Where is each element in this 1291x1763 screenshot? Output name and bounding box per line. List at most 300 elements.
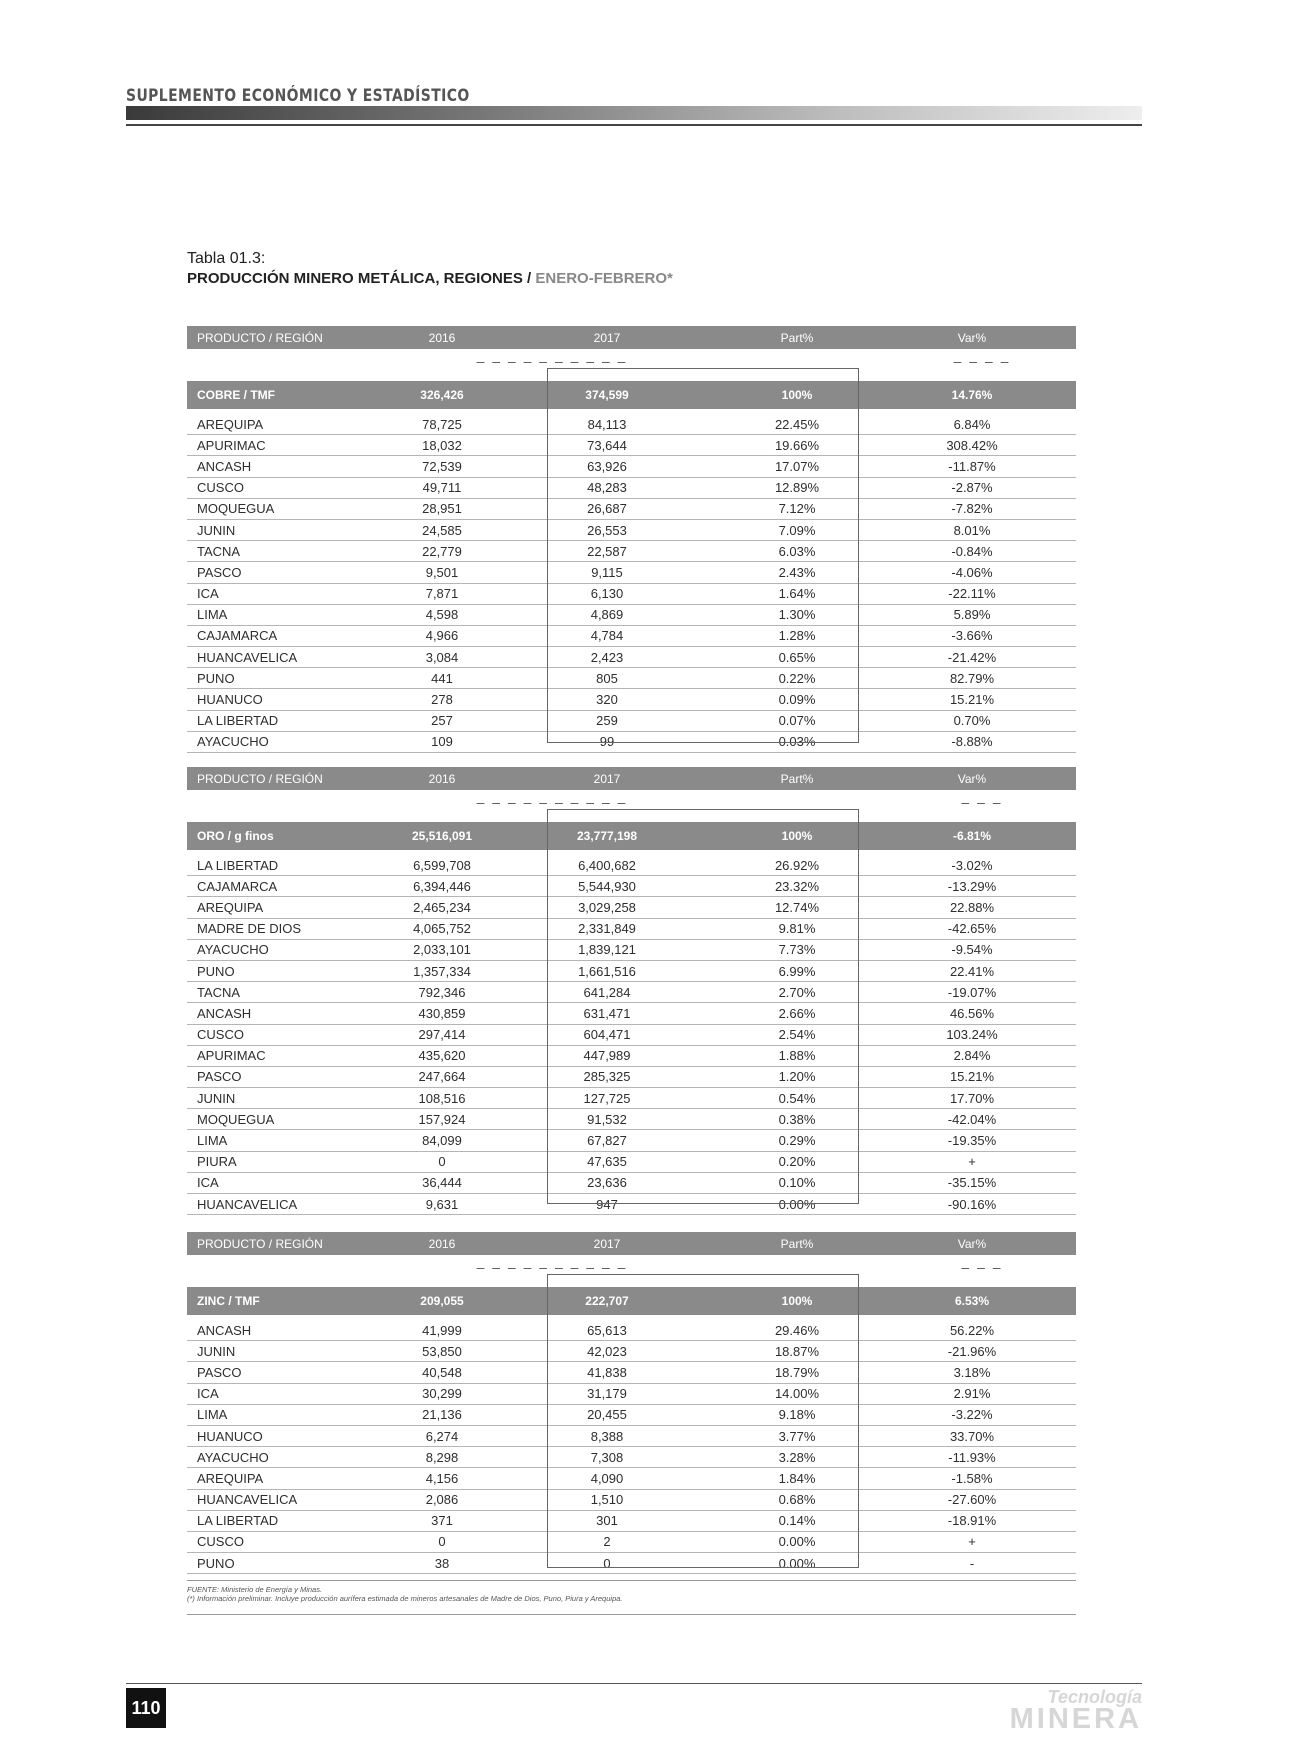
dashes-2017: – – – – – – – – – – [476, 353, 628, 369]
region-name: MADRE DE DIOS [197, 921, 302, 937]
value-2016: 2,465,234 [413, 899, 471, 915]
value-var: -3.66% [951, 628, 993, 644]
page-number: 110 [126, 1688, 166, 1728]
value-part: 3.77% [778, 1428, 816, 1444]
value-var: 22.41% [949, 963, 995, 979]
value-2016: 2,033,101 [413, 942, 471, 958]
table-row [187, 1003, 1076, 1024]
value-part: 0.03% [778, 734, 816, 750]
value-2017: 301 [596, 1513, 618, 1529]
footnotes-bottom-rule [187, 1614, 1076, 1615]
section-zinc [187, 1232, 1076, 1574]
col-header-2016: 2016 [428, 1236, 456, 1251]
region-name: ICA [197, 586, 219, 602]
table-row [187, 711, 1076, 732]
value-part: 1.84% [778, 1470, 816, 1486]
value-2016: 0 [438, 1154, 446, 1170]
table-row [187, 1025, 1076, 1046]
value-2016: 41,999 [422, 1322, 462, 1338]
total-2016: 326,426 [420, 388, 464, 402]
value-2017: 2,331,849 [578, 921, 636, 937]
value-2016: 0 [438, 1534, 446, 1550]
region-name: ANCASH [197, 1005, 252, 1021]
table-row [187, 919, 1076, 940]
total-var: -6.81% [952, 829, 992, 843]
section-oro [187, 767, 1076, 1215]
value-2017: 41,838 [587, 1364, 627, 1380]
table-row [187, 562, 1076, 583]
value-var: 46.56% [949, 1005, 995, 1021]
value-2016: 38 [434, 1555, 450, 1571]
value-2016: 4,966 [425, 628, 459, 644]
value-var: -4.06% [951, 564, 993, 580]
product-total-row [187, 822, 1076, 850]
value-part: 26.92% [774, 857, 820, 873]
value-var: 15.21% [949, 692, 995, 708]
region-name: AREQUIPA [197, 899, 264, 915]
value-2016: 108,516 [418, 1090, 466, 1106]
value-var: -3.02% [951, 857, 993, 873]
value-2016: 6,599,708 [413, 857, 471, 873]
value-part: 2.54% [778, 1027, 816, 1043]
region-name: PASCO [197, 1069, 242, 1085]
region-name: LA LIBERTAD [197, 713, 279, 729]
value-var: 22.88% [949, 899, 995, 915]
value-var: -18.91% [947, 1513, 997, 1529]
table-row [187, 1405, 1076, 1426]
value-2017: 259 [596, 713, 618, 729]
table-row [187, 1067, 1076, 1088]
value-var: 2.91% [953, 1386, 991, 1402]
value-2017: 320 [596, 692, 618, 708]
value-part: 9.81% [778, 921, 816, 937]
region-name: MOQUEGUA [197, 1111, 275, 1127]
table-row [187, 1490, 1076, 1511]
value-part: 12.74% [774, 899, 820, 915]
value-2017: 2,423 [590, 649, 624, 665]
value-2016: 40,548 [422, 1364, 462, 1380]
value-part: 0.38% [778, 1111, 816, 1127]
table-row [187, 647, 1076, 668]
value-var: 2.84% [953, 1048, 991, 1064]
table-subtitle-main: PRODUCCIÓN MINERO METÁLICA, REGIONES / [187, 270, 536, 287]
product-total-row [187, 1287, 1076, 1315]
region-name: HUANCAVELICA [197, 649, 298, 665]
product-label: COBRE / TMF [197, 388, 275, 402]
footer-rule [126, 1683, 1142, 1684]
value-var: -19.07% [947, 984, 997, 1000]
value-2017: 5,544,930 [578, 878, 636, 894]
value-2017: 4,090 [590, 1470, 624, 1486]
value-2016: 8,298 [425, 1449, 459, 1465]
column-header-row [187, 767, 1076, 790]
total-2017: 374,599 [585, 388, 629, 402]
table-row [187, 456, 1076, 477]
value-2017: 26,553 [587, 522, 627, 538]
product-total-row [187, 381, 1076, 409]
region-name: CUSCO [197, 1027, 244, 1043]
value-var: -21.42% [947, 649, 997, 665]
publication-logo [977, 1687, 1142, 1735]
value-2016: 4,156 [425, 1470, 459, 1486]
value-part: 14.00% [774, 1386, 820, 1402]
value-part: 7.12% [778, 501, 816, 517]
value-var: 17.70% [949, 1090, 995, 1106]
value-2016: 278 [431, 692, 453, 708]
region-name: HUANUCO [197, 1428, 263, 1444]
dash-separator [187, 1255, 1076, 1287]
total-part: 100% [781, 1294, 813, 1308]
value-2017: 604,471 [583, 1027, 631, 1043]
value-part: 0.29% [778, 1133, 816, 1149]
region-name: LA LIBERTAD [197, 1513, 279, 1529]
region-name: CAJAMARCA [197, 878, 278, 894]
region-name: LIMA [197, 1407, 228, 1423]
col-header-2017: 2017 [593, 330, 621, 345]
value-2017: 3,029,258 [578, 899, 636, 915]
region-name: HUANUCO [197, 692, 263, 708]
value-part: 2.70% [778, 984, 816, 1000]
value-2017: 285,325 [583, 1069, 631, 1085]
region-name: AREQUIPA [197, 416, 264, 432]
value-var: 33.70% [949, 1428, 995, 1444]
product-label: ZINC / TMF [197, 1294, 260, 1308]
col-header-product: PRODUCTO / REGIÓN [197, 771, 323, 786]
value-part: 12.89% [774, 480, 820, 496]
col-header-var: Var% [957, 771, 987, 786]
value-part: 1.64% [778, 586, 816, 602]
value-2017: 631,471 [583, 1005, 631, 1021]
value-2017: 6,400,682 [578, 857, 636, 873]
value-2016: 6,274 [425, 1428, 459, 1444]
region-name: AYACUCHO [197, 1449, 269, 1465]
value-part: 0.68% [778, 1492, 816, 1508]
table-row [187, 478, 1076, 499]
value-part: 1.20% [778, 1069, 816, 1085]
value-2017: 4,784 [590, 628, 624, 644]
dash-separator [187, 349, 1076, 381]
value-var: 6.84% [953, 416, 991, 432]
col-header-2016: 2016 [428, 330, 456, 345]
value-2016: 84,099 [422, 1133, 462, 1149]
dash-separator [187, 790, 1076, 822]
col-header-product: PRODUCTO / REGIÓN [197, 330, 323, 345]
table-subtitle [187, 270, 673, 287]
value-part: 9.18% [778, 1407, 816, 1423]
region-name: MOQUEGUA [197, 501, 275, 517]
value-part: 0.00% [778, 1555, 816, 1571]
value-part: 1.28% [778, 628, 816, 644]
value-part: 18.79% [774, 1364, 820, 1380]
table-row [187, 499, 1076, 520]
table-row [187, 1152, 1076, 1173]
value-2017: 26,687 [587, 501, 627, 517]
table-row [187, 1109, 1076, 1130]
value-2017: 91,532 [587, 1111, 627, 1127]
total-part: 100% [781, 388, 813, 402]
value-part: 1.88% [778, 1048, 816, 1064]
table-row [187, 1532, 1076, 1553]
value-2017: 0 [603, 1555, 611, 1571]
region-name: APURIMAC [197, 437, 266, 453]
value-part: 19.66% [774, 437, 820, 453]
col-header-2016: 2016 [428, 771, 456, 786]
footnotes [187, 1585, 1076, 1603]
region-name: ANCASH [197, 1322, 252, 1338]
table-row [187, 1426, 1076, 1447]
table-row [187, 584, 1076, 605]
value-var: + [968, 1154, 976, 1170]
table-row [187, 855, 1076, 876]
total-2016: 25,516,091 [411, 829, 473, 843]
value-2017: 447,989 [583, 1048, 631, 1064]
value-2016: 6,394,446 [413, 878, 471, 894]
region-name: ANCASH [197, 458, 252, 474]
col-header-var: Var% [957, 330, 987, 345]
value-2017: 9,115 [591, 564, 623, 580]
value-2017: 4,869 [590, 607, 624, 623]
value-part: 3.28% [778, 1449, 816, 1465]
table-row [187, 541, 1076, 562]
logo-line-1: Tecnología [1047, 1687, 1142, 1707]
value-part: 18.87% [774, 1343, 820, 1359]
col-header-part: Part% [780, 330, 814, 345]
value-var: -27.60% [947, 1492, 997, 1508]
value-2017: 7,308 [590, 1449, 624, 1465]
table-row [187, 1320, 1076, 1341]
value-part: 0.22% [778, 670, 816, 686]
value-part: 17.07% [774, 458, 820, 474]
value-2017: 67,827 [587, 1133, 627, 1149]
value-part: 2.66% [778, 1005, 816, 1021]
table-row [187, 1553, 1076, 1574]
value-2016: 247,664 [418, 1069, 466, 1085]
value-part: 29.46% [774, 1322, 820, 1338]
value-var: 0.70% [953, 713, 991, 729]
value-2016: 24,585 [422, 522, 462, 538]
header-rule [126, 124, 1142, 126]
value-2016: 7,871 [425, 586, 459, 602]
value-2016: 49,711 [422, 480, 462, 496]
col-header-part: Part% [780, 771, 814, 786]
region-name: PUNO [197, 670, 235, 686]
region-name: AYACUCHO [197, 734, 269, 750]
table-subtitle-period: ENERO-FEBRERO* [535, 270, 673, 287]
value-var: 3.18% [953, 1364, 991, 1380]
region-name: ICA [197, 1175, 219, 1191]
value-2016: 53,850 [422, 1343, 462, 1359]
table-row [187, 897, 1076, 918]
table-row [187, 1447, 1076, 1468]
value-2016: 441 [431, 670, 453, 686]
value-var: 103.24% [946, 1027, 998, 1043]
value-2016: 2,086 [425, 1492, 459, 1508]
value-part: 0.09% [778, 692, 816, 708]
region-name: LA LIBERTAD [197, 857, 279, 873]
table-row [187, 626, 1076, 647]
region-name: JUNIN [197, 1343, 236, 1359]
dashes-var: – – – – [953, 353, 1011, 369]
region-name: TACNA [197, 543, 241, 559]
table-row [187, 1173, 1076, 1194]
value-part: 22.45% [774, 416, 820, 432]
value-var: -19.35% [947, 1133, 997, 1149]
region-rows [187, 1320, 1076, 1574]
region-name: PASCO [197, 1364, 242, 1380]
table-title: Tabla 01.3: [187, 250, 266, 267]
value-var: -11.93% [948, 1449, 996, 1465]
column-header-row [187, 1232, 1076, 1255]
value-var: 8.01% [953, 522, 991, 538]
value-part: 0.00% [778, 1196, 816, 1212]
dashes-2017: – – – – – – – – – – [476, 794, 628, 810]
total-var: 6.53% [954, 1294, 990, 1308]
value-part: 0.07% [778, 713, 816, 729]
value-var: -0.84% [951, 543, 993, 559]
value-var: -1.58% [951, 1470, 993, 1486]
table-row [187, 1511, 1076, 1532]
col-header-2017: 2017 [593, 771, 621, 786]
value-2016: 257 [431, 713, 453, 729]
table-row [187, 520, 1076, 541]
table-row [187, 1468, 1076, 1489]
value-2016: 18,032 [422, 437, 462, 453]
value-2017: 947 [596, 1196, 618, 1212]
value-2017: 63,926 [587, 458, 627, 474]
value-part: 23.32% [774, 878, 820, 894]
table-row [187, 1362, 1076, 1383]
value-2016: 435,620 [418, 1048, 466, 1064]
value-2016: 371 [431, 1513, 453, 1529]
header-bar [126, 106, 1142, 120]
region-name: CUSCO [197, 1534, 244, 1550]
col-header-var: Var% [957, 1236, 987, 1251]
total-var: 14.76% [951, 388, 993, 402]
value-var: -42.04% [947, 1111, 997, 1127]
value-2017: 8,388 [590, 1428, 624, 1444]
value-2017: 48,283 [587, 480, 627, 496]
value-part: 0.00% [778, 1534, 816, 1550]
value-var: -3.22% [951, 1407, 993, 1423]
table-row [187, 668, 1076, 689]
region-name: AYACUCHO [197, 942, 269, 958]
value-var: -8.88% [951, 734, 993, 750]
value-var: - [969, 1555, 975, 1571]
section-cobre [187, 326, 1076, 753]
value-2016: 157,924 [418, 1111, 466, 1127]
value-2016: 9,631 [425, 1196, 459, 1212]
region-name: CAJAMARCA [197, 628, 278, 644]
table-row [187, 961, 1076, 982]
col-header-product: PRODUCTO / REGIÓN [197, 1236, 323, 1251]
footnotes-top-rule [187, 1580, 1076, 1581]
table-row [187, 1130, 1076, 1151]
region-name: HUANCAVELICA [197, 1196, 298, 1212]
value-2017: 73,644 [587, 437, 627, 453]
total-2016: 209,055 [420, 1294, 464, 1308]
total-part: 100% [781, 829, 813, 843]
value-part: 0.10% [778, 1175, 816, 1191]
value-part: 7.73% [778, 942, 816, 958]
value-part: 6.99% [778, 963, 816, 979]
region-name: HUANCAVELICA [197, 1492, 298, 1508]
value-2017: 1,510 [590, 1492, 624, 1508]
dashes-var: – – – [961, 1259, 1003, 1275]
value-var: 15.21% [949, 1069, 995, 1085]
value-2017: 2 [603, 1534, 611, 1550]
region-name: PUNO [197, 1555, 235, 1571]
logo-line-2: MINERA [1009, 1703, 1142, 1735]
value-2016: 9,501 [425, 564, 459, 580]
value-var: 56.22% [949, 1322, 995, 1338]
value-2017: 65,613 [587, 1322, 627, 1338]
value-2016: 28,951 [422, 501, 462, 517]
table-row [187, 1194, 1076, 1215]
value-2017: 23,636 [587, 1175, 627, 1191]
column-header-row [187, 326, 1076, 349]
value-var: -11.87% [948, 458, 996, 474]
value-2016: 30,299 [422, 1386, 462, 1402]
table-row [187, 1088, 1076, 1109]
table-row [187, 689, 1076, 710]
table-row [187, 1384, 1076, 1405]
preliminary-note: (*) Información preliminar. Incluye producción aurífera estimada de mineros artesanales de Madre de Dios, Puno, Piura y Arequipa. [187, 1594, 623, 1603]
source-note: FUENTE: Ministerio de Energía y Minas. [187, 1585, 323, 1594]
value-2017: 31,179 [587, 1386, 627, 1402]
value-2016: 78,725 [422, 416, 462, 432]
value-var: 5.89% [953, 607, 991, 623]
value-2017: 84,113 [587, 416, 627, 432]
value-2017: 99 [599, 734, 615, 750]
region-name: LIMA [197, 1133, 228, 1149]
value-var: -42.65% [947, 921, 997, 937]
region-name: AREQUIPA [197, 1470, 264, 1486]
value-2017: 805 [596, 670, 618, 686]
value-2017: 47,635 [587, 1154, 627, 1170]
table-row [187, 982, 1076, 1003]
table-row [187, 1341, 1076, 1362]
value-part: 2.43% [778, 564, 816, 580]
value-2016: 430,859 [418, 1005, 466, 1021]
value-part: 0.14% [778, 1513, 816, 1529]
value-2016: 1,357,334 [413, 963, 471, 979]
value-2016: 3,084 [425, 649, 459, 665]
total-2017: 23,777,198 [576, 829, 638, 843]
header-title: SUPLEMENTO ECONÓMICO Y ESTADÍSTICO [126, 86, 470, 106]
value-var: -9.54% [951, 942, 993, 958]
value-2017: 6,130 [590, 586, 624, 602]
value-2017: 20,455 [587, 1407, 627, 1423]
region-rows [187, 414, 1076, 753]
value-var: 308.42% [946, 437, 998, 453]
value-var: -35.15% [947, 1175, 997, 1191]
value-2016: 72,539 [422, 458, 462, 474]
value-2016: 4,598 [425, 607, 459, 623]
table-row [187, 435, 1076, 456]
region-name: LIMA [197, 607, 228, 623]
value-var: -90.16% [947, 1196, 997, 1212]
value-part: 0.65% [778, 649, 816, 665]
region-name: TACNA [197, 984, 241, 1000]
col-header-2017: 2017 [593, 1236, 621, 1251]
table-row [187, 732, 1076, 753]
region-rows [187, 855, 1076, 1215]
total-2017: 222,707 [585, 1294, 629, 1308]
value-2016: 4,065,752 [413, 921, 471, 937]
value-part: 7.09% [778, 522, 816, 538]
dashes-var: – – – [961, 794, 1003, 810]
value-2017: 127,725 [583, 1090, 631, 1106]
